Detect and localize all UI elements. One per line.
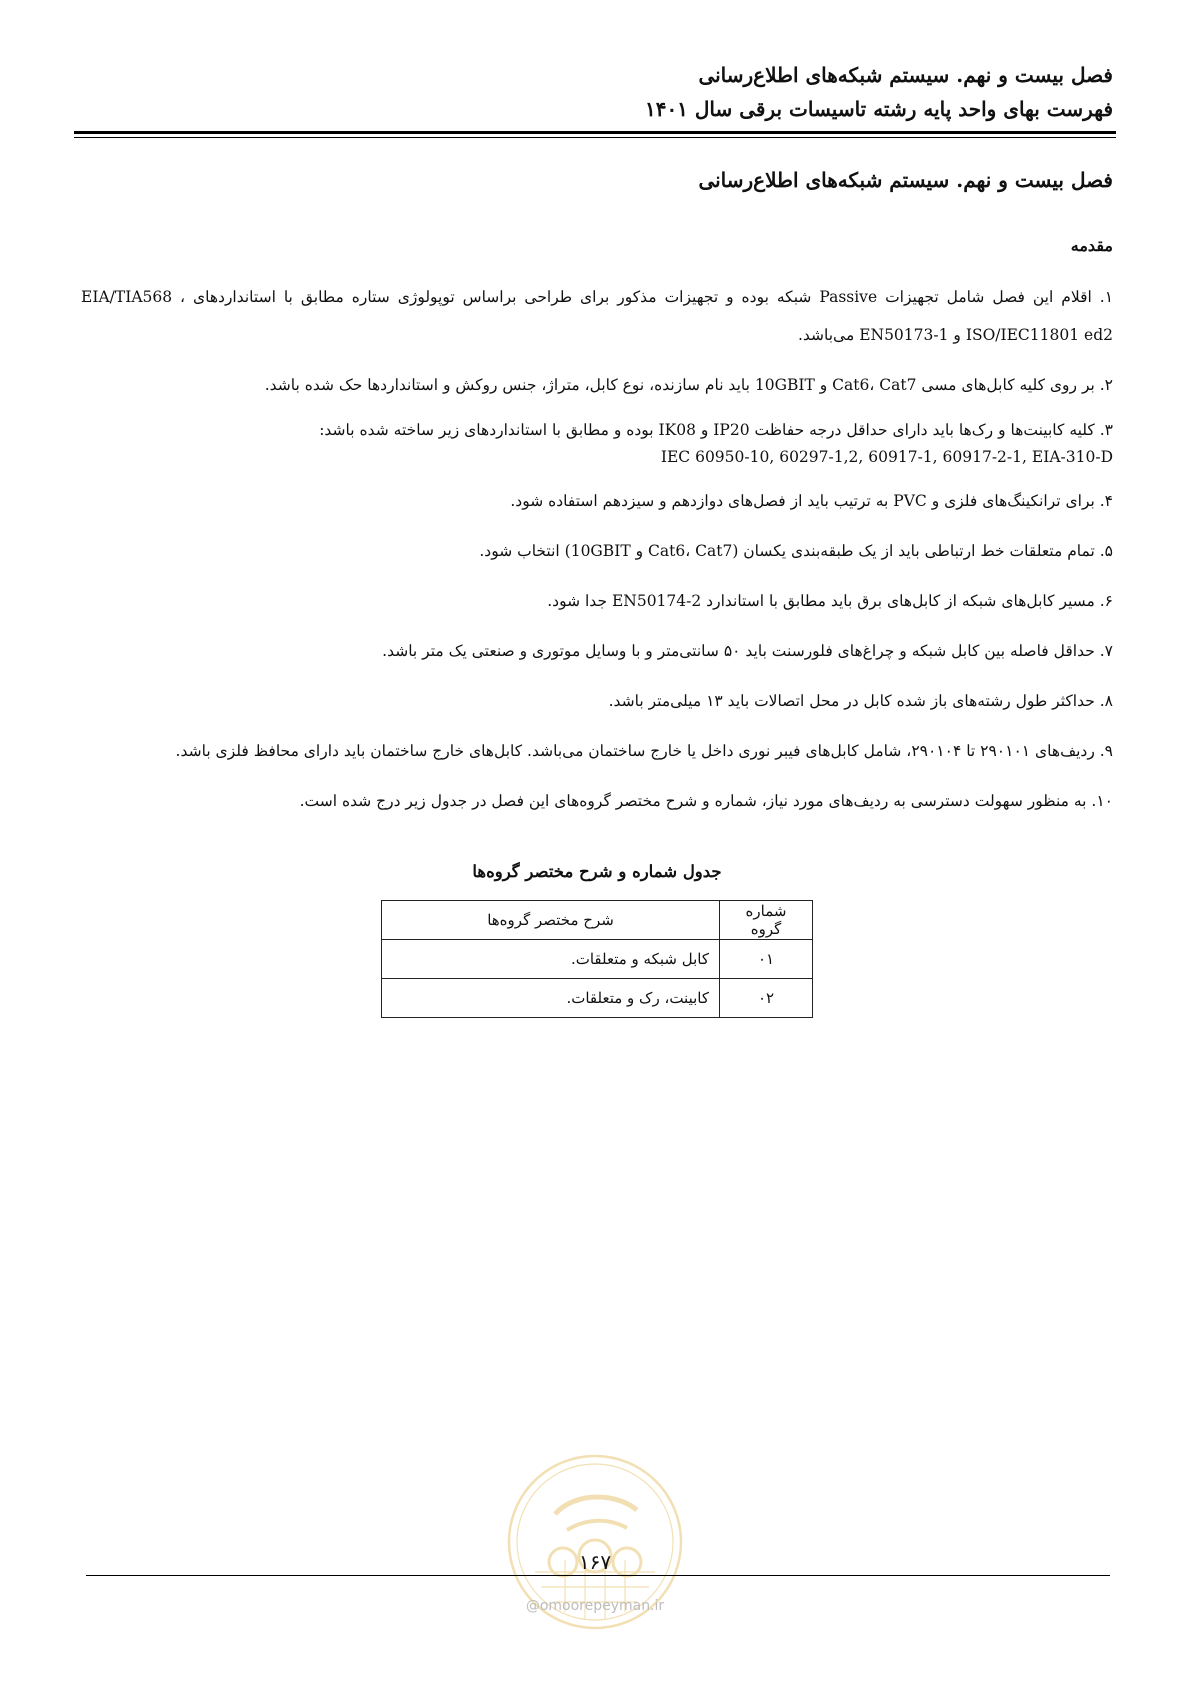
header-chapter-title: فصل بیست و نهم. سیستم شبکه‌های اطلاع‌رسانی <box>698 63 1113 87</box>
paragraph-3-standards: IEC 60950-10, 60297-1,2, 60917-1, 60917-2-1, EIA-310-D <box>660 448 1113 466</box>
intro-paragraphs <box>81 278 1113 832</box>
header-group-number: شماره گروه <box>720 901 813 940</box>
intro-heading: مقدمه <box>1070 236 1113 255</box>
website-watermark: @omoorepeyman.ir <box>525 1598 665 1614</box>
paragraph-8: ۸. حداکثر طول رشته‌های باز شده کابل در محل اتصالات باید ۱۳ میلی‌متر باشد. <box>608 692 1113 710</box>
table-row <box>382 979 813 1018</box>
page-number: ۱۶۷ <box>578 1550 612 1574</box>
header-book-title: فهرست بهای واحد پایه رشته تاسیسات برقی سال ۱۴۰۱ <box>644 97 1113 121</box>
table-header-row <box>382 901 813 940</box>
groups-table <box>381 900 813 1018</box>
group-number-cell: ۰۲ <box>720 979 813 1018</box>
paragraph-3-text: ۳. کلیه کابینت‌ها و رک‌ها باید دارای حداقل درجه حفاظت IP20 و IK08 بوده و مطابق با استانداردهای زیر ساخته شده باشد: <box>319 421 1113 439</box>
header-group-description: شرح مختصر گروه‌ها <box>382 901 720 940</box>
footer-rule <box>86 1575 1110 1576</box>
paragraph-9: ۹. ردیف‌های ۲۹۰۱۰۱ تا ۲۹۰۱۰۴، شامل کابل‌های فیبر نوری داخل یا خارج ساختمان می‌باشد. کابل‌های خارج ساختمان باید دارای محافظ فلزی باشد. <box>175 742 1113 760</box>
table-title: جدول شماره و شرح مختصر گروه‌ها <box>472 862 722 881</box>
header-rule-thick <box>74 131 1116 134</box>
paragraph-3 <box>81 416 1113 470</box>
group-number-cell: ۰۱ <box>720 940 813 979</box>
paragraph-5: ۵. تمام متعلقات خط ارتباطی باید از یک طبقه‌بندی یکسان (Cat6، Cat7 و 10GBIT) انتخاب شود. <box>479 542 1113 560</box>
header-rule-thin <box>74 137 1116 138</box>
group-description-cell: کابل شبکه و متعلقات. <box>382 940 720 979</box>
page-header <box>79 58 1113 126</box>
group-description-cell: کابینت، رک و متعلقات. <box>382 979 720 1018</box>
paragraph-7: ۷. حداقل فاصله بین کابل شبکه و چراغ‌های فلورسنت باید ۵۰ سانتی‌متر و با وسایل موتوری و صنعتی یک متر باشد. <box>382 642 1113 660</box>
section-title: فصل بیست و نهم. سیستم شبکه‌های اطلاع‌رسانی <box>698 168 1113 192</box>
paragraph-4: ۴. برای ترانکینگ‌های فلزی و PVC به ترتیب باید از فصل‌های دوازدهم و سیزدهم استفاده شود. <box>510 492 1113 510</box>
paragraph-10: ۱۰. به منظور سهولت دسترسی به ردیف‌های مورد نیاز، شماره و شرح مختصر گروه‌های این فصل در جدول زیر درج شده است. <box>299 792 1113 810</box>
paragraph-6: ۶. مسیر کابل‌های شبکه از کابل‌های برق باید مطابق با استاندارد EN50174-2 جدا شود. <box>547 592 1113 610</box>
paragraph-2: ۲. بر روی کلیه کابل‌های مسی Cat6، Cat7 و 10GBIT باید نام سازنده، نوع کابل، متراژ، جنس روکش و استانداردها حک شده باشد. <box>264 376 1113 394</box>
paragraph-1: ۱. اقلام این فصل شامل تجهیزات Passive شبکه بوده و تجهیزات مذکور برای طراحی براساس توپولوژی ستاره مطابق با استانداردهای EIA/TIA568 ، ISO/IEC11801 ed2 و EN50173-1 می‌باشد. <box>81 288 1114 344</box>
table-row <box>382 940 813 979</box>
